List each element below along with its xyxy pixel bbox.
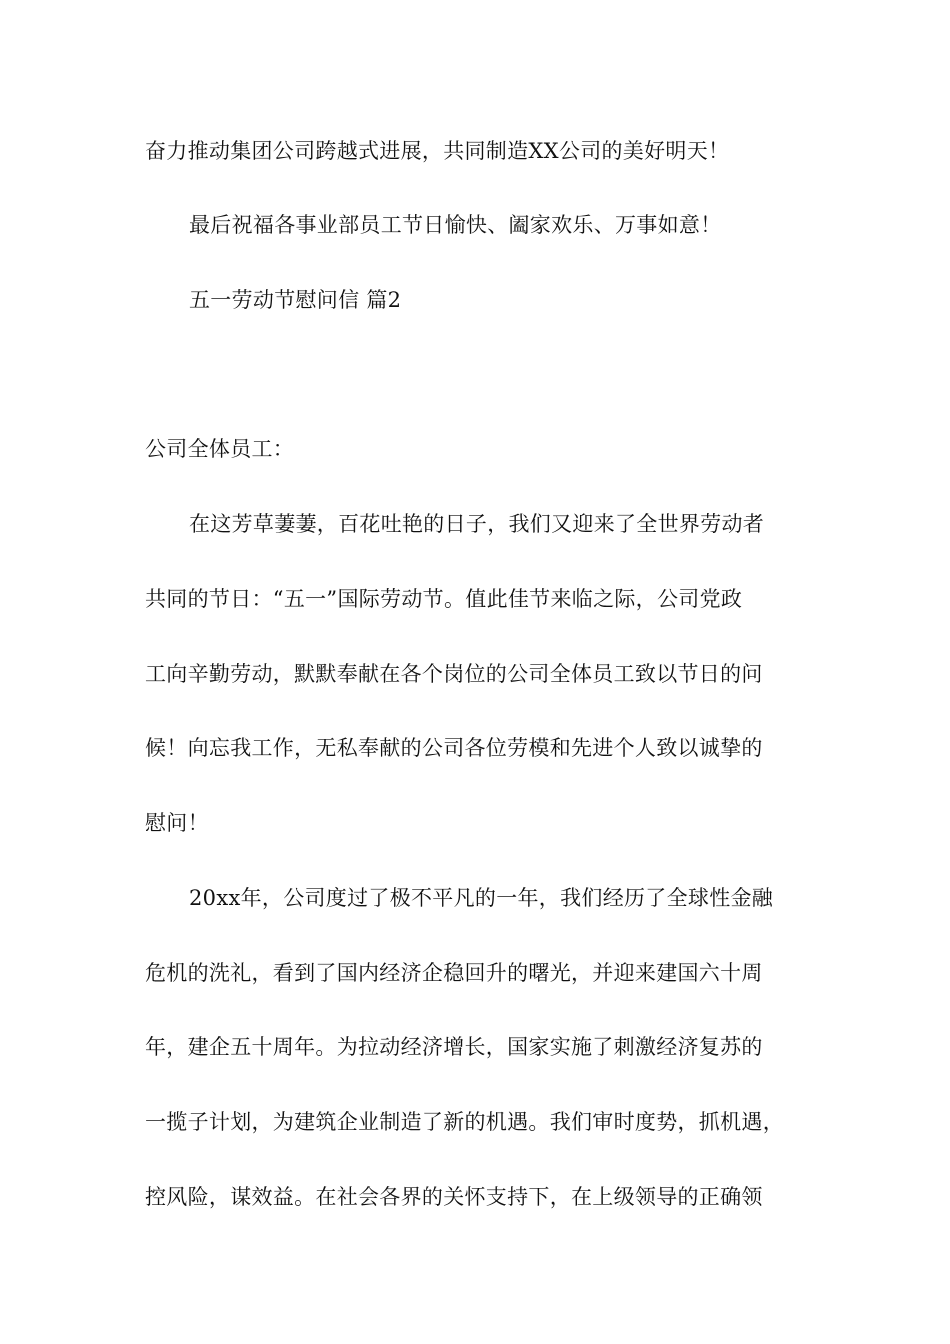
text-line: 控风险，谋效益。在社会各界的关怀支持下，在上级领导的正确领: [145, 1185, 763, 1209]
text-line: 慰问！: [145, 811, 209, 835]
text-line: 最后祝福各事业部员工节日愉快、阖家欢乐、万事如意！: [189, 213, 722, 237]
text-line: 在这芳草萋萋，百花吐艳的日子，我们又迎来了全世界劳动者: [189, 512, 765, 536]
text-line: 奋力推动集团公司跨越式进展，共同制造XX公司的美好明天！: [145, 139, 730, 163]
text-line: 工向辛勤劳动，默默奉献在各个岗位的公司全体员工致以节日的问: [145, 662, 763, 686]
text-line: 一揽子计划，为建筑企业制造了新的机遇。我们审时度势，抓机遇，: [145, 1110, 784, 1134]
salutation: 公司全体员工：: [145, 437, 295, 461]
text-line: 共同的节日：“五一”国际劳动节。值此佳节来临之际，公司党政: [145, 587, 743, 611]
text-line: 候！向忘我工作，无私奉献的公司各位劳模和先进个人致以诚挚的: [145, 736, 763, 760]
text-line: 年，建企五十周年。为拉动经济增长，国家实施了刺激经济复苏的: [145, 1035, 763, 1059]
text-line: 20xx年，公司度过了极不平凡的一年，我们经历了全球性金融: [189, 886, 774, 910]
text-line: 危机的洗礼，看到了国内经济企稳回升的曙光，并迎来建国六十周: [145, 961, 763, 985]
section-heading: 五一劳动节慰问信 篇2: [189, 288, 402, 312]
